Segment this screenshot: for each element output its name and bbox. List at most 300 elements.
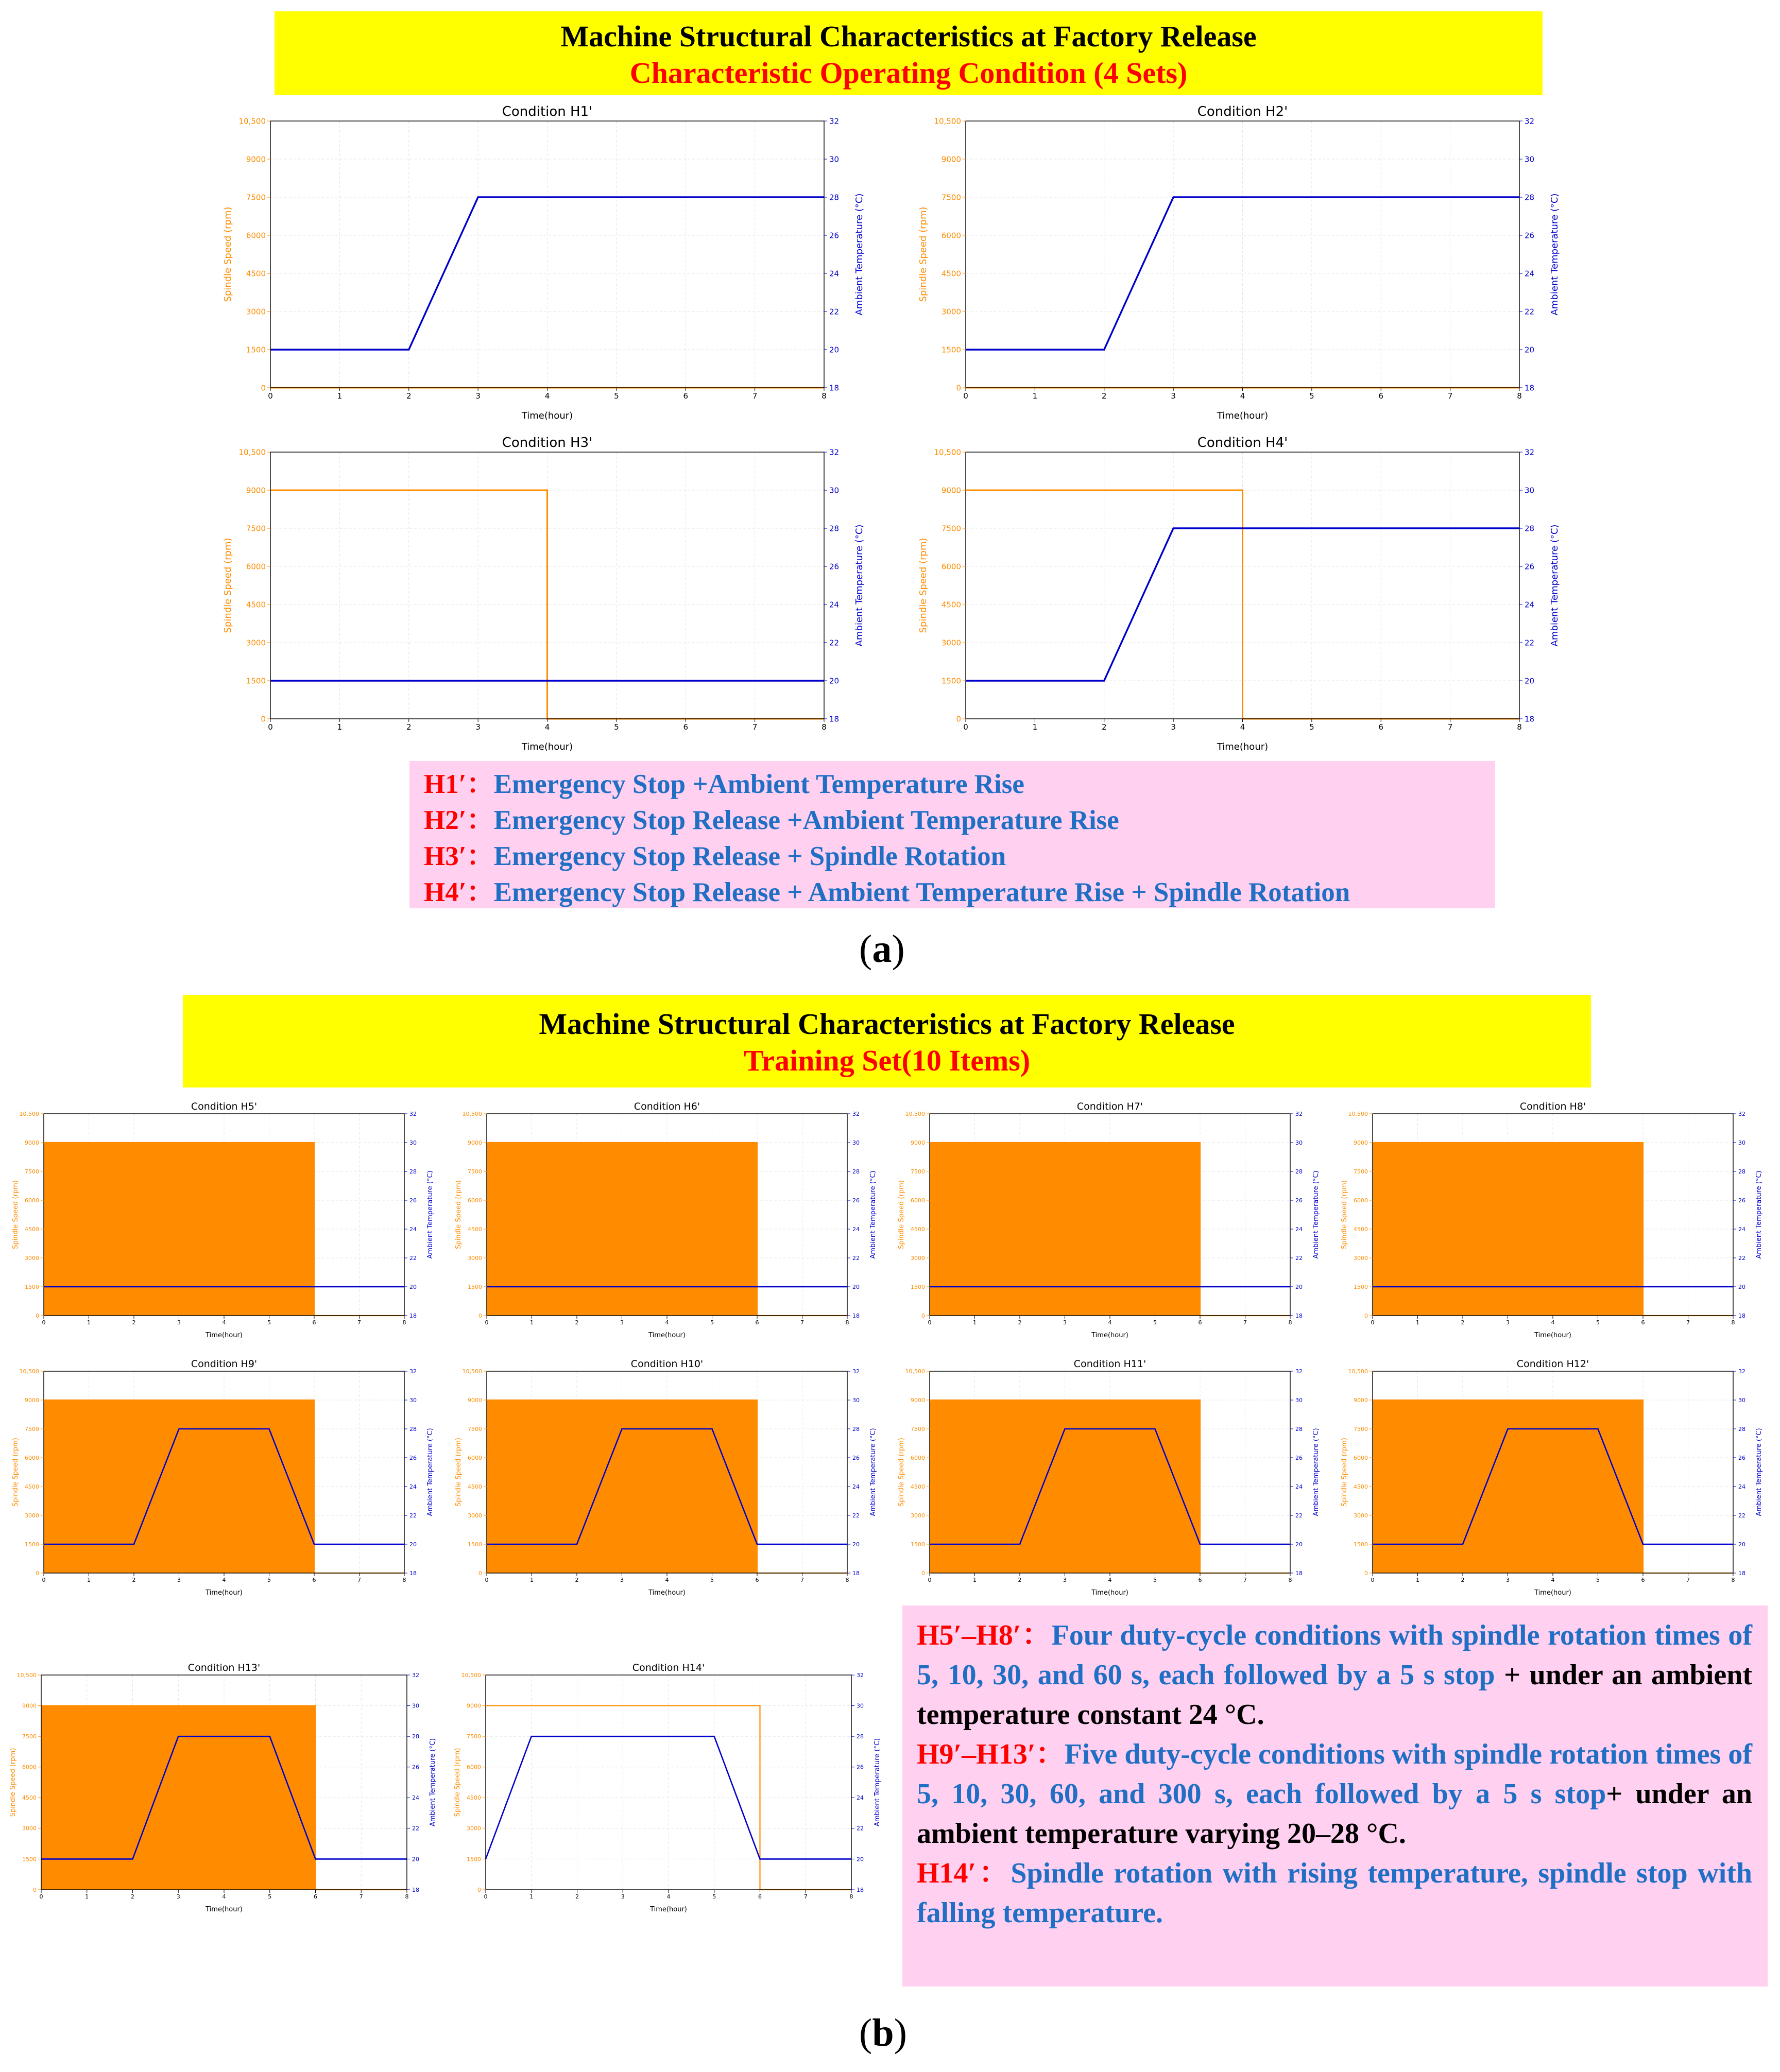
y-tick-label: 3000 [22, 1825, 37, 1832]
y2-tick-label: 26 [852, 1454, 860, 1461]
y2-axis-label: Ambient Temperature (°C) [854, 193, 865, 316]
y-axis-label: Spindle Speed (rpm) [918, 538, 929, 633]
y2-tick-label: 24 [1738, 1225, 1745, 1233]
x-tick-label: 0 [928, 1577, 932, 1583]
y2-tick-label: 24 [1525, 600, 1535, 610]
y-tick-label: 10,500 [462, 1368, 482, 1375]
x-tick-label: 4 [666, 1893, 671, 1900]
legend-b-item-h5-h8: H5′–H8′：Four duty-cycle conditions with spindle rotation times of 5, 10, 30, and 60 s, each followed by a 5 s stop + under an ambient temperature constant 24 °C. [917, 1619, 1753, 1731]
x-axis-label: Time(hour) [521, 741, 573, 752]
chart-h1 [211, 100, 876, 425]
y-tick-label: 10,500 [462, 1110, 482, 1117]
x-tick-label: 1 [85, 1893, 89, 1900]
y-tick-label: 1500 [22, 1856, 37, 1863]
y-tick-label: 3000 [468, 1254, 482, 1262]
y2-axis-label: Ambient Temperature (°C) [1755, 1428, 1763, 1516]
x-tick-label: 2 [1018, 1319, 1022, 1326]
y2-tick-label: 32 [852, 1368, 860, 1375]
x-tick-label: 8 [1517, 391, 1522, 401]
x-tick-label: 1 [87, 1319, 91, 1326]
y2-tick-label: 32 [829, 116, 840, 126]
y2-tick-label: 26 [852, 1197, 860, 1204]
x-tick-label: 7 [357, 1577, 361, 1583]
y-tick-label: 10,500 [905, 1368, 925, 1375]
y2-tick-label: 30 [1295, 1139, 1303, 1146]
y2-tick-label: 28 [409, 1425, 417, 1432]
y2-axis-label: Ambient Temperature (°C) [426, 1170, 434, 1259]
x-axis-label: Time(hour) [206, 1589, 243, 1597]
y-tick-label: 9000 [25, 1396, 39, 1404]
y-tick-label: 6000 [246, 562, 266, 572]
chart-h7 [891, 1099, 1326, 1341]
y-tick-label: 10,500 [1348, 1110, 1368, 1117]
y-tick-label: 0 [36, 1569, 39, 1577]
y2-tick-label: 28 [1295, 1168, 1303, 1175]
y2-tick-label: 26 [1525, 231, 1535, 240]
y2-tick-label: 30 [1525, 154, 1535, 164]
legend-a-item-h2: H2′：Emergency Stop Release +Ambient Temperature Rise [424, 805, 1119, 835]
y2-tick-label: 26 [829, 562, 840, 572]
y-tick-label: 1500 [246, 676, 266, 686]
y2-tick-label: 32 [1738, 1110, 1745, 1117]
y-tick-label: 6000 [22, 1764, 37, 1771]
banner-a [275, 11, 1543, 95]
y-tick-label: 4500 [911, 1225, 925, 1233]
y2-tick-label: 28 [852, 1425, 860, 1432]
y-tick-label: 3000 [246, 638, 266, 648]
x-tick-label: 0 [1371, 1577, 1375, 1583]
y2-tick-label: 18 [1295, 1569, 1303, 1577]
y-tick-label: 0 [1364, 1569, 1368, 1577]
x-tick-label: 1 [1032, 722, 1038, 732]
x-tick-label: 8 [845, 1577, 849, 1583]
y2-tick-label: 18 [829, 714, 840, 724]
y2-tick-label: 18 [412, 1886, 419, 1893]
y-tick-label: 1500 [25, 1283, 39, 1290]
y2-tick-label: 20 [852, 1283, 860, 1290]
y-tick-label: 1500 [468, 1283, 482, 1290]
y2-tick-label: 22 [857, 1825, 864, 1832]
y2-tick-label: 18 [409, 1312, 417, 1319]
y2-tick-label: 20 [857, 1856, 864, 1863]
y-tick-label: 1500 [246, 345, 266, 355]
x-tick-label: 4 [1108, 1577, 1112, 1583]
x-tick-label: 6 [1378, 391, 1384, 401]
y2-tick-label: 28 [829, 524, 840, 533]
y2-tick-label: 22 [1738, 1254, 1745, 1262]
y-tick-label: 6000 [911, 1454, 925, 1461]
chart-title: Condition H2' [1197, 104, 1288, 119]
banner-b [183, 995, 1591, 1087]
y-tick-label: 9000 [25, 1139, 39, 1146]
x-tick-label: 3 [1506, 1319, 1510, 1326]
y2-tick-label: 30 [829, 154, 840, 164]
x-tick-label: 2 [575, 1319, 579, 1326]
x-tick-label: 0 [485, 1577, 489, 1583]
y2-tick-label: 18 [829, 383, 840, 393]
y2-tick-label: 30 [1525, 486, 1535, 495]
chart-h9 [5, 1357, 440, 1599]
chart-h3 [211, 431, 876, 756]
y2-tick-label: 26 [1738, 1197, 1745, 1204]
x-tick-label: 3 [1506, 1577, 1510, 1583]
x-tick-label: 8 [821, 722, 827, 732]
chart-title: Condition H3' [502, 435, 593, 451]
y2-tick-label: 20 [412, 1856, 419, 1863]
y-tick-label: 6000 [1354, 1197, 1368, 1204]
y-tick-label: 4500 [1354, 1483, 1368, 1490]
x-tick-label: 7 [1447, 391, 1453, 401]
x-tick-label: 0 [928, 1319, 932, 1326]
x-tick-label: 5 [614, 722, 619, 732]
y-tick-label: 4500 [467, 1794, 481, 1802]
y2-axis-label: Ambient Temperature (°C) [854, 524, 865, 647]
y2-tick-label: 22 [409, 1254, 417, 1262]
x-tick-label: 6 [1198, 1577, 1202, 1583]
y2-tick-label: 30 [412, 1702, 419, 1710]
y2-axis-label: Ambient Temperature (°C) [429, 1738, 437, 1827]
x-tick-label: 3 [1063, 1319, 1067, 1326]
y-tick-label: 10,500 [16, 1671, 37, 1679]
y-tick-label: 6000 [941, 231, 961, 240]
x-tick-label: 5 [267, 1319, 271, 1326]
y2-tick-label: 22 [412, 1825, 419, 1832]
y-axis-label: Spindle Speed (rpm) [455, 1180, 463, 1249]
x-tick-label: 6 [1198, 1319, 1202, 1326]
chart-title: Condition H11' [1073, 1358, 1146, 1370]
y2-tick-label: 18 [1738, 1312, 1745, 1319]
x-axis-label: Time(hour) [648, 1589, 686, 1597]
x-tick-label: 2 [406, 391, 412, 401]
x-tick-label: 1 [973, 1577, 977, 1583]
y2-tick-label: 28 [857, 1733, 864, 1740]
y2-tick-label: 18 [1525, 383, 1535, 393]
y-tick-label: 1500 [941, 676, 961, 686]
y-tick-label: 0 [478, 1312, 482, 1319]
y-tick-label: 9000 [246, 154, 266, 164]
x-tick-label: 4 [1108, 1319, 1112, 1326]
plot-area [966, 121, 1519, 388]
y-tick-label: 6000 [25, 1197, 39, 1204]
legend-a [409, 761, 1495, 908]
y2-tick-label: 30 [852, 1139, 860, 1146]
x-tick-label: 1 [337, 391, 343, 401]
x-axis-label: Time(hour) [521, 410, 573, 421]
y-tick-label: 1500 [911, 1283, 925, 1290]
x-tick-label: 6 [758, 1893, 762, 1900]
banner-b-title: Machine Structural Characteristics at Factory Release [539, 1007, 1235, 1041]
y-tick-label: 6000 [467, 1764, 481, 1771]
x-tick-label: 7 [1243, 1319, 1247, 1326]
x-tick-label: 3 [621, 1893, 625, 1900]
y-tick-label: 0 [921, 1312, 925, 1319]
y-tick-label: 1500 [25, 1541, 39, 1548]
y-tick-label: 4500 [1354, 1225, 1368, 1233]
x-tick-label: 2 [132, 1577, 136, 1583]
y-tick-label: 7500 [941, 193, 961, 202]
x-tick-label: 4 [544, 722, 550, 732]
y-axis-label: Spindle Speed (rpm) [455, 1438, 463, 1507]
x-tick-label: 7 [359, 1893, 363, 1900]
y-tick-label: 9000 [1354, 1139, 1368, 1146]
x-tick-label: 8 [821, 391, 827, 401]
x-tick-label: 8 [405, 1893, 409, 1900]
y2-tick-label: 30 [409, 1396, 417, 1404]
x-tick-label: 6 [1641, 1319, 1645, 1326]
legend-b-item-h14: H14′：Spindle rotation with rising temperature, spindle stop with falling temperature. [917, 1857, 1752, 1929]
x-tick-label: 3 [1063, 1577, 1067, 1583]
y-tick-label: 1500 [1354, 1541, 1368, 1548]
y-tick-label: 4500 [25, 1225, 39, 1233]
y2-tick-label: 18 [1295, 1312, 1303, 1319]
y-axis-label: Spindle Speed (rpm) [918, 206, 929, 302]
y-axis-label: Spindle Speed (rpm) [12, 1438, 20, 1507]
y-tick-label: 0 [956, 714, 961, 724]
y-axis-label: Spindle Speed (rpm) [9, 1748, 17, 1817]
y2-tick-label: 22 [1525, 307, 1535, 317]
y-tick-label: 0 [36, 1312, 39, 1319]
chart-h4 [906, 431, 1571, 756]
y-tick-label: 9000 [1354, 1396, 1368, 1404]
y-tick-label: 1500 [1354, 1283, 1368, 1290]
x-tick-label: 0 [268, 391, 273, 401]
chart-title: Condition H9' [191, 1358, 258, 1370]
y-tick-label: 7500 [25, 1168, 39, 1175]
x-tick-label: 8 [402, 1319, 406, 1326]
y-tick-label: 4500 [25, 1483, 39, 1490]
x-axis-label: Time(hour) [1534, 1332, 1571, 1339]
chart-h2 [906, 100, 1571, 425]
y-tick-label: 7500 [468, 1425, 482, 1432]
y-tick-label: 3000 [467, 1825, 481, 1832]
x-tick-label: 8 [845, 1319, 849, 1326]
x-tick-label: 5 [614, 391, 619, 401]
y-tick-label: 3000 [468, 1512, 482, 1519]
y-tick-label: 9000 [941, 154, 961, 164]
x-tick-label: 2 [1461, 1577, 1465, 1583]
y2-tick-label: 22 [1738, 1512, 1745, 1519]
y-tick-label: 6000 [468, 1197, 482, 1204]
x-tick-label: 5 [1596, 1319, 1600, 1326]
y-tick-label: 7500 [941, 524, 961, 533]
y-tick-label: 6000 [246, 231, 266, 240]
y2-tick-label: 30 [1738, 1396, 1745, 1404]
x-tick-label: 2 [1101, 391, 1107, 401]
y-tick-label: 0 [1364, 1312, 1368, 1319]
y-tick-label: 9000 [22, 1702, 37, 1710]
legend-b-item-h9-h13: H9′–H13′：Five duty-cycle conditions with spindle rotation times of 5, 10, 30, 60, and 300 s, each followed by a 5 s stop+ under an ambient temperature varying 20–28 °C. [917, 1738, 1753, 1850]
y-tick-label: 4500 [911, 1483, 925, 1490]
chart-title: Condition H4' [1197, 435, 1288, 451]
y2-tick-label: 20 [1295, 1283, 1303, 1290]
legend-a-item-h3: H3′：Emergency Stop Release + Spindle Rotation [424, 841, 1006, 871]
y-axis-label: Spindle Speed (rpm) [898, 1438, 905, 1507]
y-tick-label: 0 [477, 1886, 481, 1893]
y2-tick-label: 32 [1295, 1368, 1303, 1375]
y-tick-label: 7500 [22, 1733, 37, 1740]
x-tick-label: 4 [1551, 1319, 1555, 1326]
x-tick-label: 6 [312, 1577, 316, 1583]
x-tick-label: 2 [1461, 1319, 1465, 1326]
chart-title: Condition H10' [630, 1358, 704, 1370]
x-tick-label: 2 [132, 1319, 136, 1326]
y2-tick-label: 26 [1295, 1197, 1303, 1204]
y-tick-label: 3000 [911, 1254, 925, 1262]
chart-title: Condition H8' [1519, 1101, 1586, 1112]
y2-axis-label: Ambient Temperature (°C) [1549, 524, 1560, 647]
y-tick-label: 0 [478, 1569, 482, 1577]
y-tick-label: 1500 [467, 1856, 481, 1863]
y2-tick-label: 24 [829, 600, 840, 610]
y2-tick-label: 26 [1738, 1454, 1745, 1461]
x-tick-label: 8 [1288, 1577, 1292, 1583]
y-tick-label: 9000 [941, 486, 961, 495]
x-tick-label: 2 [406, 722, 412, 732]
x-tick-label: 2 [575, 1577, 579, 1583]
y-tick-label: 10,500 [905, 1110, 925, 1117]
x-tick-label: 4 [222, 1319, 226, 1326]
x-tick-label: 0 [268, 722, 273, 732]
y2-tick-label: 18 [852, 1569, 860, 1577]
y2-tick-label: 24 [1295, 1483, 1303, 1490]
chart-title: Condition H5' [191, 1101, 258, 1112]
x-tick-label: 7 [357, 1319, 361, 1326]
y-tick-label: 7500 [911, 1168, 925, 1175]
chart-h12 [1334, 1357, 1769, 1599]
chart-title: Condition H13' [187, 1662, 261, 1673]
x-tick-label: 5 [710, 1577, 714, 1583]
y2-tick-label: 22 [852, 1512, 860, 1519]
chart-h6 [448, 1099, 883, 1341]
x-tick-label: 3 [620, 1577, 624, 1583]
caption-b: (b) [859, 2011, 907, 2054]
y-tick-label: 7500 [246, 524, 266, 533]
y2-axis-label: Ambient Temperature (°C) [1312, 1170, 1320, 1259]
x-tick-label: 1 [1416, 1577, 1419, 1583]
y-axis-label: Spindle Speed (rpm) [1341, 1438, 1348, 1507]
y-tick-label: 7500 [468, 1168, 482, 1175]
x-tick-label: 0 [963, 722, 968, 732]
x-tick-label: 4 [665, 1319, 669, 1326]
x-tick-label: 1 [530, 1577, 534, 1583]
y-tick-label: 10,500 [934, 447, 961, 457]
x-axis-label: Time(hour) [1534, 1589, 1571, 1597]
y2-tick-label: 32 [409, 1368, 417, 1375]
y-tick-label: 3000 [941, 638, 961, 648]
x-tick-label: 1 [529, 1893, 534, 1900]
x-tick-label: 3 [620, 1319, 624, 1326]
x-tick-label: 3 [1171, 722, 1176, 732]
y2-tick-label: 26 [1295, 1454, 1303, 1461]
chart-h11 [891, 1357, 1326, 1599]
y-tick-label: 4500 [468, 1225, 482, 1233]
x-tick-label: 0 [485, 1319, 489, 1326]
y-axis-label: Spindle Speed (rpm) [898, 1180, 905, 1249]
y2-tick-label: 20 [1738, 1541, 1745, 1548]
x-tick-label: 4 [665, 1577, 669, 1583]
x-tick-label: 0 [39, 1893, 43, 1900]
y2-tick-label: 22 [829, 638, 840, 648]
y2-tick-label: 24 [412, 1794, 419, 1802]
legend-b [902, 1605, 1768, 1987]
y2-tick-label: 30 [852, 1396, 860, 1404]
x-tick-label: 3 [475, 722, 481, 732]
x-tick-label: 4 [1551, 1577, 1555, 1583]
y-axis-label: Spindle Speed (rpm) [222, 538, 233, 633]
x-tick-label: 8 [402, 1577, 406, 1583]
x-tick-label: 8 [1288, 1319, 1292, 1326]
y-tick-label: 6000 [911, 1197, 925, 1204]
y2-tick-label: 18 [852, 1312, 860, 1319]
x-tick-label: 2 [1101, 722, 1107, 732]
x-tick-label: 4 [544, 391, 550, 401]
y2-tick-label: 32 [1738, 1368, 1745, 1375]
y-tick-label: 10,500 [461, 1671, 481, 1679]
x-axis-label: Time(hour) [206, 1906, 243, 1913]
x-tick-label: 4 [222, 1893, 226, 1900]
chart-title: Condition H1' [502, 104, 593, 119]
y2-tick-label: 20 [1525, 345, 1535, 355]
x-tick-label: 6 [1378, 722, 1384, 732]
y2-tick-label: 20 [829, 345, 840, 355]
y-tick-label: 3000 [25, 1512, 39, 1519]
x-tick-label: 5 [268, 1893, 272, 1900]
x-tick-label: 7 [1243, 1577, 1247, 1583]
y2-tick-label: 32 [829, 447, 840, 457]
y2-tick-label: 30 [1295, 1396, 1303, 1404]
chart-h14 [447, 1661, 887, 1915]
y-tick-label: 9000 [911, 1139, 925, 1146]
y-tick-label: 6000 [468, 1454, 482, 1461]
x-tick-label: 5 [1153, 1577, 1157, 1583]
y-axis-label: Spindle Speed (rpm) [12, 1180, 20, 1249]
y2-tick-label: 30 [409, 1139, 417, 1146]
x-tick-label: 7 [800, 1577, 804, 1583]
x-tick-label: 7 [752, 722, 758, 732]
x-tick-label: 2 [131, 1893, 134, 1900]
x-tick-label: 0 [42, 1577, 46, 1583]
x-tick-label: 6 [755, 1319, 759, 1326]
y-tick-label: 0 [261, 714, 266, 724]
y-axis-label: Spindle Speed (rpm) [1341, 1180, 1348, 1249]
x-tick-label: 3 [177, 1577, 181, 1583]
x-tick-label: 0 [963, 391, 968, 401]
y2-tick-label: 20 [409, 1283, 417, 1290]
y-tick-label: 0 [921, 1569, 925, 1577]
legend-a-item-h4: H4′：Emergency Stop Release + Ambient Temperature Rise + Spindle Rotation [424, 877, 1350, 907]
x-tick-label: 0 [484, 1893, 488, 1900]
x-tick-label: 1 [1416, 1319, 1419, 1326]
y2-tick-label: 22 [829, 307, 840, 317]
y-tick-label: 0 [261, 383, 266, 393]
y-tick-label: 4500 [246, 600, 266, 610]
y2-axis-label: Ambient Temperature (°C) [426, 1428, 434, 1516]
x-axis-label: Time(hour) [1091, 1332, 1128, 1339]
y2-tick-label: 32 [1525, 116, 1535, 126]
y-tick-label: 7500 [467, 1733, 481, 1740]
x-tick-label: 8 [849, 1893, 853, 1900]
x-tick-label: 1 [530, 1319, 534, 1326]
chart-h10 [448, 1357, 883, 1599]
y2-tick-label: 26 [409, 1197, 417, 1204]
x-tick-label: 5 [1309, 722, 1314, 732]
x-tick-label: 7 [803, 1893, 808, 1900]
x-tick-label: 6 [683, 391, 689, 401]
y-tick-label: 4500 [246, 269, 266, 279]
y-axis-label: Spindle Speed (rpm) [222, 206, 233, 302]
banner-b-subtitle: Training Set(10 Items) [743, 1043, 1031, 1077]
x-tick-label: 6 [312, 1319, 316, 1326]
